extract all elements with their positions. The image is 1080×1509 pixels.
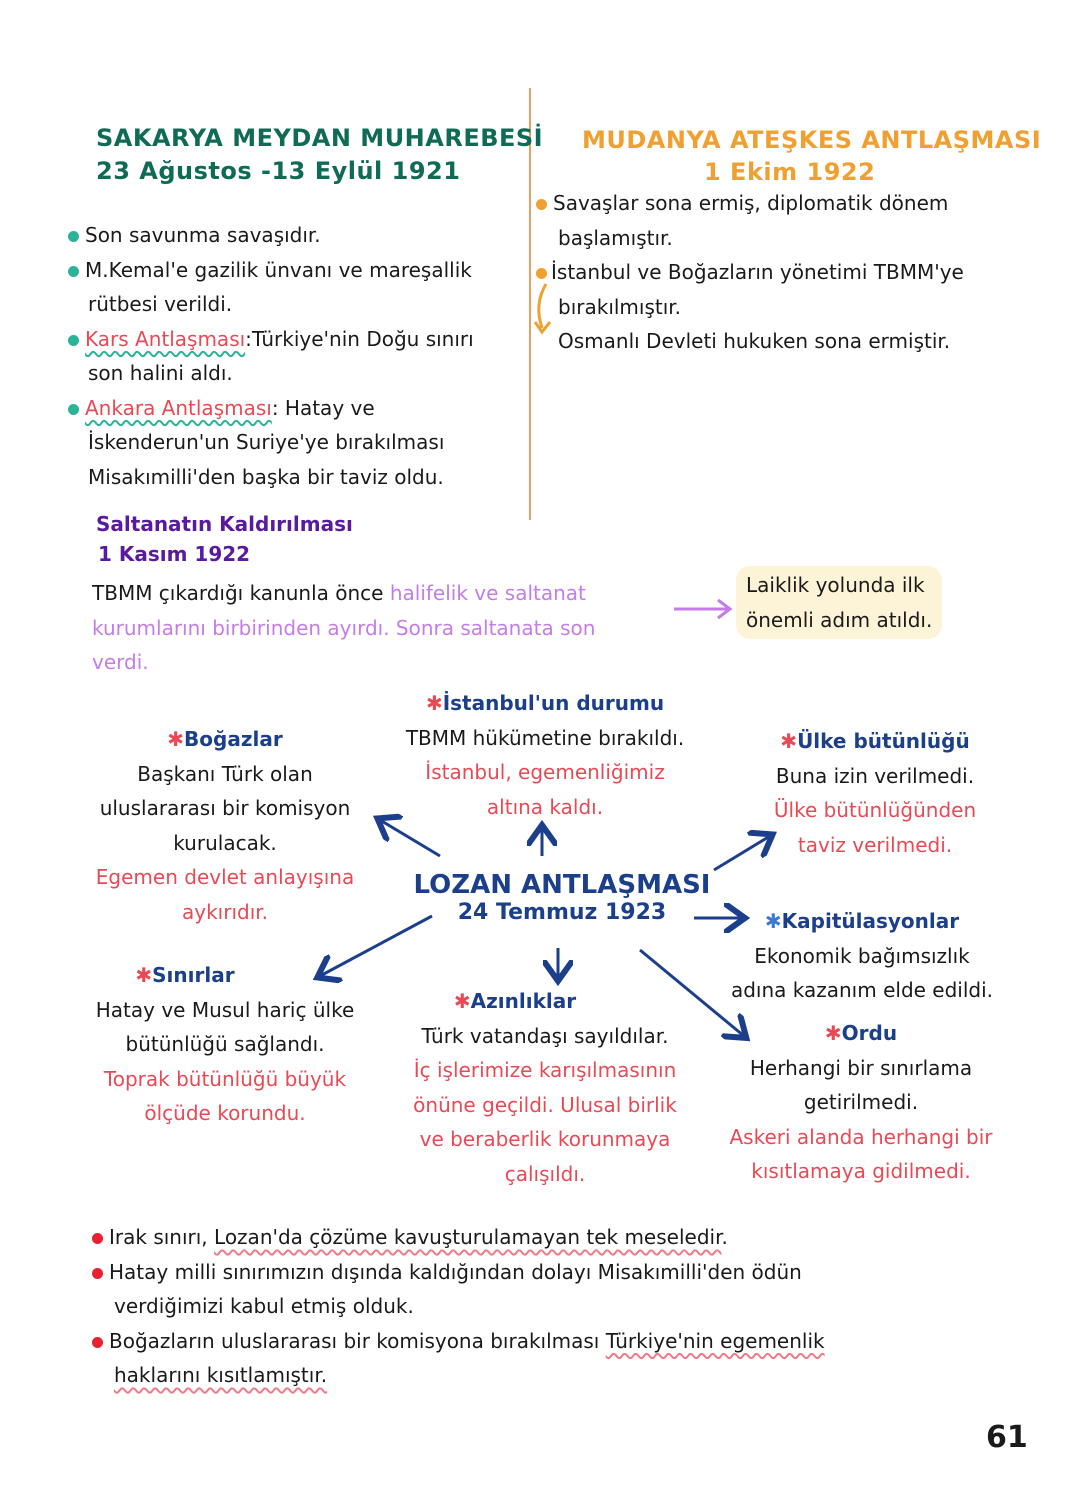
arrow-downleft-icon [320, 916, 432, 976]
node-ulke: ✱Ülke bütünlüğü Buna izin verilmedi. Ülke bütünlüğünden taviz verilmedi. [773, 729, 977, 857]
bullet-icon [92, 1268, 103, 1279]
node-kapitulasyonlar: ✱Kapitülasyonlar Ekonomik bağımsızlık adına kazanım elde edildi. [730, 909, 994, 1002]
asterisk-icon: ✱ [764, 909, 782, 933]
asterisk-icon: ✱ [167, 727, 185, 751]
asterisk-icon: ✱ [780, 729, 798, 753]
mudanya-title: MUDANYA ATEŞKES ANTLAŞMASI [582, 126, 1042, 154]
laiklik-note: Laiklik yolunda ilk önemli adım atıldı. [736, 566, 942, 639]
asterisk-icon: ✱ [453, 989, 471, 1013]
node-istanbul: ✱İstanbul'un durumu TBMM hükümetine bırakıldı. İstanbul, egemenliğimiz altına kaldı. [405, 691, 685, 819]
bottom-notes: Irak sınırı, Lozan'da çözüme kavuşturulamayan tek meseledir. Hatay milli sınırımızın dışında kaldığından dolayı Misakımilli'den ödün verdiğimizi kabul etmiş olduk. Boğazların uluslararası bir komisyona bırakılması Türkiye'nin egemenlik haklarını kısıtlamıştır. [92, 1220, 825, 1393]
sakarya-title: SAKARYA MEYDAN MUHAREBESİ [96, 124, 544, 152]
lozan-title: LOZAN ANTLAŞMASI [413, 870, 711, 900]
saltanat-title: Saltanatın Kaldırılması [96, 512, 353, 536]
arrow-downright-icon [640, 950, 744, 1036]
page-number: 61 [986, 1420, 1028, 1455]
bullet-icon [92, 1233, 103, 1244]
asterisk-icon: ✱ [135, 963, 153, 987]
node-azinliklar: ✱Azınlıklar Türk vatandaşı sayıldılar. İç işlerimize karışılmasının önüne geçildi. Ulusal birlik ve beraberlik korunmaya çalışıldı. [413, 989, 677, 1186]
bullet-icon [92, 1337, 103, 1348]
arrow-upleft-icon [380, 820, 440, 856]
node-bogazlar: ✱Boğazlar Başkanı Türk olan uluslararası bir komisyon kurulacak. Egemen devlet anlayışına aykırıdır. [95, 727, 355, 924]
arrow-upright-icon [714, 836, 770, 870]
mudanya-date: 1 Ekim 1922 [704, 158, 876, 186]
asterisk-icon: ✱ [824, 1021, 842, 1045]
mudanya-lines: Savaşlar sona ermiş, diplomatik dönem başlamıştır. İstanbul ve Boğazların yönetimi TBMM'ye bırakılmıştır. Osmanlı Devleti hukuken sona ermiştir. [536, 186, 964, 359]
saltanat-date: 1 Kasım 1922 [98, 542, 251, 566]
sakarya-bullets: Son savunma savaşıdır. M.Kemal'e gazilik ünvanı ve mareşallik rütbesi verildi. Kars Antlaşması:Türkiye'nin Doğu sınırı son halini aldı. Ankara Antlaşması: Hatay ve İskenderun'un Suriye'ye bırakılması Misakımilli'den başka bir taviz oldu. [68, 218, 474, 494]
node-ordu: ✱Ordu Herhangi bir sınırlama getirilmedi. Askeri alanda herhangi bir kısıtlamaya gidilmedi. [729, 1021, 993, 1183]
asterisk-icon: ✱ [425, 691, 443, 715]
sakarya-date: 23 Ağustos -13 Eylül 1921 [96, 157, 461, 185]
saltanat-text: TBMM çıkardığı kanunla önce halifelik ve saltanat kurumlarını birbirinden ayırdı. Sonra saltanata son verdi. [92, 581, 596, 674]
node-sinirlar: ✱Sınırlar Hatay ve Musul hariç ülke bütünlüğü sağlandı. Toprak bütünlüğü büyük ölçüde korundu. [95, 963, 355, 1125]
lozan-date: 24 Temmuz 1923 [457, 900, 667, 925]
